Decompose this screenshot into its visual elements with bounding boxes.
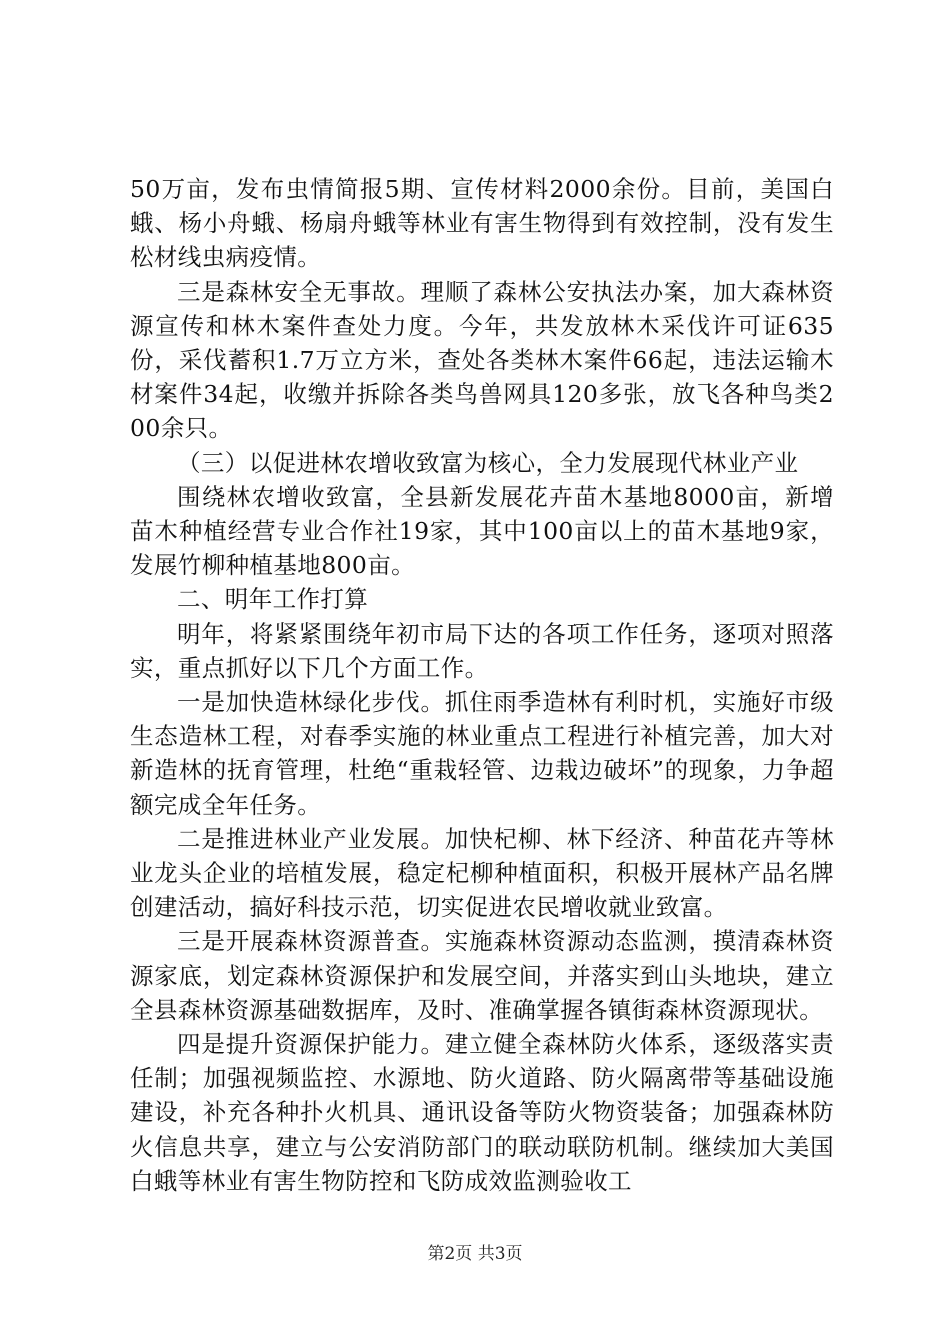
section-heading-next-year-plan: 二、明年工作打算 xyxy=(177,585,369,614)
paragraph-forest-safety: 三是森林安全无事故。理顺了森林公安执法办案，加大森林资源宣传和林木案件查处力度。今年，共发放林木采伐许可证635份，采伐蓄积1.7万立方米，查处各类林木案件66起，违法运输木材案件34起，收缴并拆除各类鸟兽网具120多张，放飞各种鸟类200余只。 xyxy=(130,277,834,443)
paragraph-afforestation: 一是加快造林绿化步伐。抓住雨季造林有利时机，实施好市级生态造林工程，对春季实施的林业重点工程进行补植完善，加大对新造林的抚育管理，杜绝“重栽轻管、边栽边破坏”的现象，力争超额完成全年任务。 xyxy=(130,688,834,819)
paragraph-resource-protection: 四是提升资源保护能力。建立健全森林防火体系，逐级落实责任制；加强视频监控、水源地、防火道路、防火隔离带等基础设施建设，补充各种扑火机具、通讯设备等防火物资装备；加强森林防火信息共享，建立与公安消防部门的联动联防机制。继续加大美国白蛾等林业有害生物防控和飞防成效监测验收工 xyxy=(130,1030,834,1195)
paragraph-resource-survey: 三是开展森林资源普查。实施森林资源动态监测，摸清森林资源家底，划定森林资源保护和发展空间，并落实到山头地块，建立全县森林资源基础数据库，及时、准确掌握各镇街森林资源现状。 xyxy=(130,927,834,1024)
paragraph-industry-development: 二是推进林业产业发展。加快杞柳、林下经济、种苗花卉等林业龙头企业的培植发展，稳定杞柳种植面积，积极开展林产品名牌创建活动，搞好科技示范，切实促进农民增收就业致富。 xyxy=(130,824,834,922)
paragraph-farmer-income: 围绕林农增收致富，全县新发展花卉苗木基地8000亩，新增苗木种植经营专业合作社19家，其中100亩以上的苗木基地9家，发展竹柳种植基地800亩。 xyxy=(130,482,834,580)
paragraph-continuation: 50万亩，发布虫情简报5期、宣传材料2000余份。目前，美国白蛾、杨小舟蛾、杨扇舟蛾等林业有害生物得到有效控制，没有发生松材线虫病疫情。 xyxy=(130,175,834,272)
paragraph-next-year-intro: 明年，将紧紧围绕年初市局下达的各项工作任务，逐项对照落实，重点抓好以下几个方面工作。 xyxy=(130,619,834,682)
page-number-footer: 第2页 共3页 xyxy=(427,1244,523,1264)
document-body xyxy=(130,172,834,1198)
section-heading-forest-industry: （三）以促进林农增收致富为核心，全力发展现代林业产业 xyxy=(177,448,799,477)
